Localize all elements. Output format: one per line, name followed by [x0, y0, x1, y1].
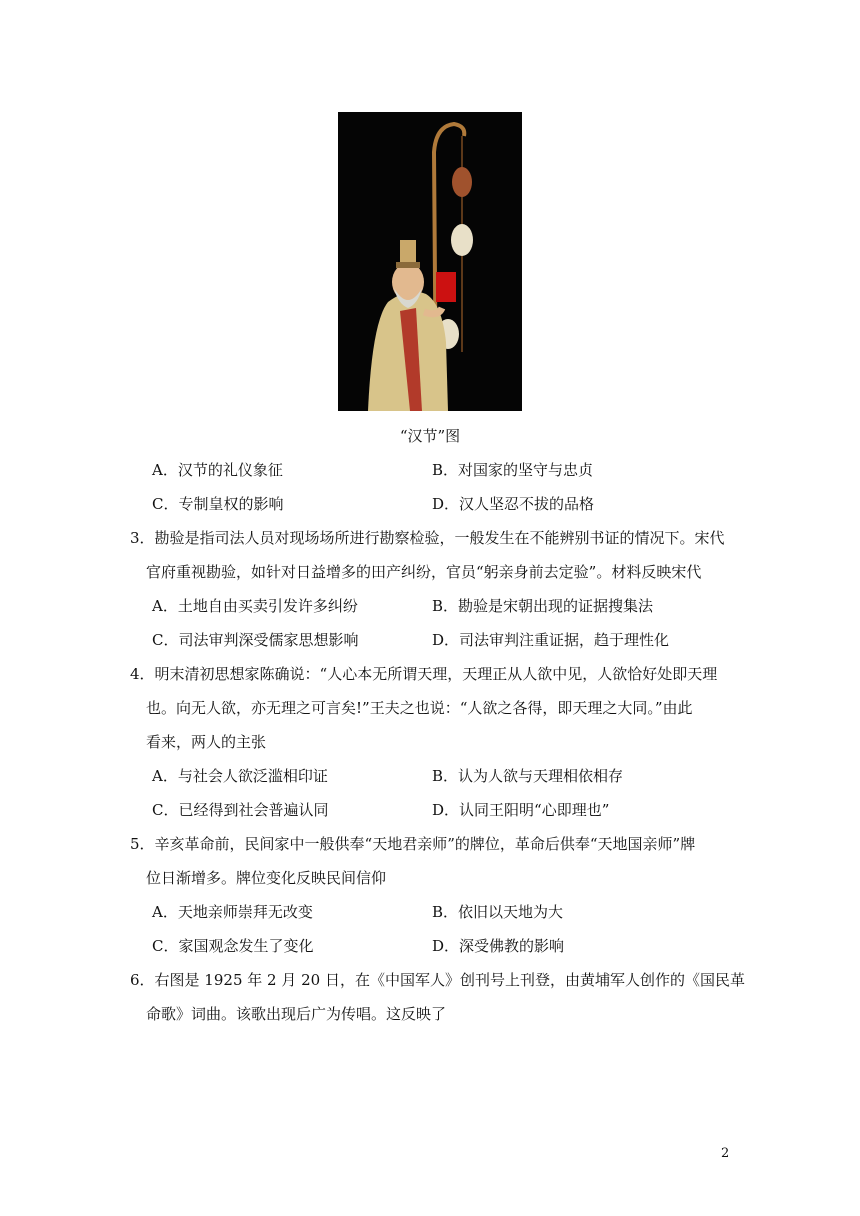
q5-option-a: A．天地亲师崇拜无改变 [152, 903, 313, 921]
q4-stem-line-1: 4．明末清初思想家陈确说：“人心本无所谓天理，天理正从人欲中见，人欲恰好处即天理 [130, 665, 718, 683]
q4-option-a: A．与社会人欲泛滥相印证 [152, 767, 328, 785]
q2-option-c: C．专制皇权的影响 [152, 495, 284, 513]
q6-stem-line-2: 命歌》词曲。该歌出现后广为传唱。这反映了 [146, 1005, 447, 1023]
q3-stem-line-1: 3．勘验是指司法人员对现场场所进行勘察检验，一般发生在不能辨别书证的情况下。宋代 [130, 529, 725, 547]
q5-stem-line-1: 5．辛亥革命前，民间家中一般供奉“天地君亲师”的牌位，革命后供奉“天地国亲师”牌 [130, 835, 696, 853]
q5-option-c: C．家国观念发生了变化 [152, 937, 314, 955]
q6-stem-line-1: 6．右图是 1925 年 2 月 20 日，在《中国军人》创刊号上刊登，由黄埔军人创作的《国民革 [130, 971, 745, 989]
han-jie-illustration [338, 112, 522, 411]
figure-caption: “汉节”图 [399, 427, 461, 445]
q2-option-d: D．汉人坚忍不拔的品格 [432, 495, 595, 513]
q4-option-c: C．已经得到社会普遍认同 [152, 801, 329, 819]
page-number: 2 [721, 1146, 730, 1161]
q3-stem-line-2: 官府重视勘验，如针对日益增多的田产纠纷，官员“躬亲身前去定验”。材料反映宋代 [146, 563, 702, 581]
q3-option-b: B．勘验是宋朝出现的证据搜集法 [432, 597, 654, 615]
q5-stem-line-2: 位日渐增多。牌位变化反映民间信仰 [146, 869, 387, 887]
q4-option-b: B．认为人欲与天理相依相存 [432, 767, 624, 785]
q2-option-a: A．汉节的礼仪象征 [152, 461, 283, 479]
q5-option-b: B．依旧以天地为大 [432, 903, 564, 921]
q5-option-d: D．深受佛教的影响 [432, 937, 565, 955]
q3-option-c: C．司法审判深受儒家思想影响 [152, 631, 359, 649]
q4-stem-line-3: 看来，两人的主张 [146, 733, 267, 751]
q3-option-d: D．司法审判注重证据，趋于理性化 [432, 631, 670, 649]
q4-option-d: D．认同王阳明“心即理也” [432, 801, 610, 819]
han-jie-figure [338, 112, 522, 411]
q4-stem-line-2: 也。向无人欲，亦无理之可言矣!”王夫之也说：“人欲之各得，即天理之大同。”由此 [146, 699, 693, 717]
q2-option-b: B．对国家的坚守与忠贞 [432, 461, 594, 479]
q3-option-a: A．土地自由买卖引发许多纠纷 [152, 597, 358, 615]
